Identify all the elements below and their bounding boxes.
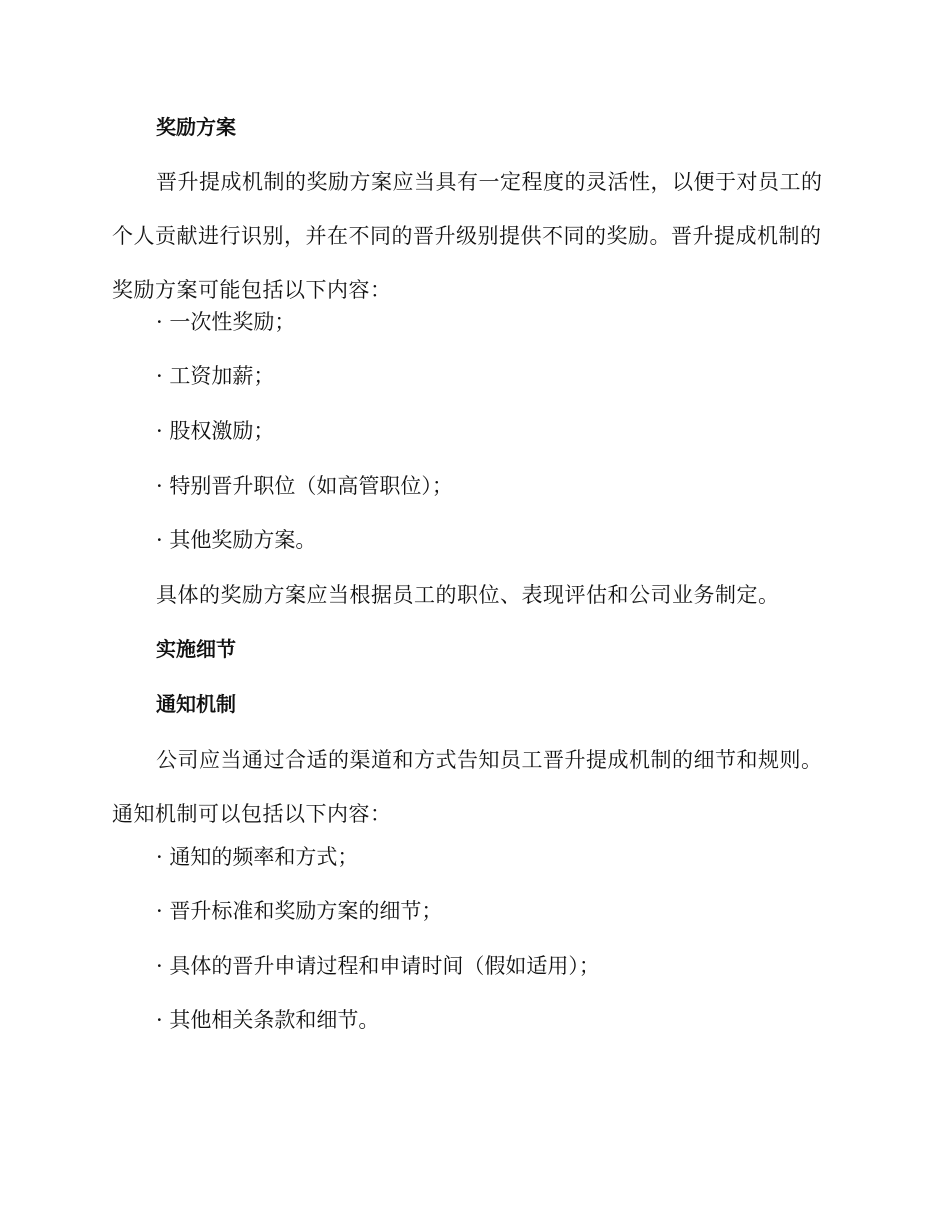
section-heading-notification: 通知机制: [156, 692, 236, 716]
notification-list-item: · 具体的晋升申请过程和申请时间（假如适用）；: [156, 954, 600, 978]
notification-list-item: · 通知的频率和方式；: [156, 845, 359, 869]
rewards-list-item: · 特别晋升职位（如高管职位）；: [156, 474, 453, 498]
rewards-closing-paragraph: 具体的奖励方案应当根据员工的职位、表现评估和公司业务制定。: [156, 583, 780, 607]
rewards-list-item: · 股权激励；: [156, 419, 275, 443]
rewards-list-item: · 一次性奖励；: [156, 310, 296, 334]
section-heading-rewards: 奖励方案: [156, 115, 236, 139]
notification-list-item: · 其他相关条款和细节。: [156, 1008, 380, 1032]
rewards-intro-paragraph: 晋升提成机制的奖励方案应当具有一定程度的灵活性，以便于对员工的个人贡献进行识别，并在不同的晋升级别提供不同的奖励。晋升提成机制的奖励方案可能包括以下内容：: [112, 170, 823, 302]
notification-intro-paragraph: 公司应当通过合适的渠道和方式告知员工晋升提成机制的细节和规则。通知机制可以包括以下内容：: [112, 748, 823, 826]
section-heading-implementation: 实施细节: [156, 637, 236, 661]
rewards-list-item: · 其他奖励方案。: [156, 528, 317, 552]
notification-list-item: · 晋升标准和奖励方案的细节；: [156, 899, 443, 923]
rewards-list-item: · 工资加薪；: [156, 364, 275, 388]
